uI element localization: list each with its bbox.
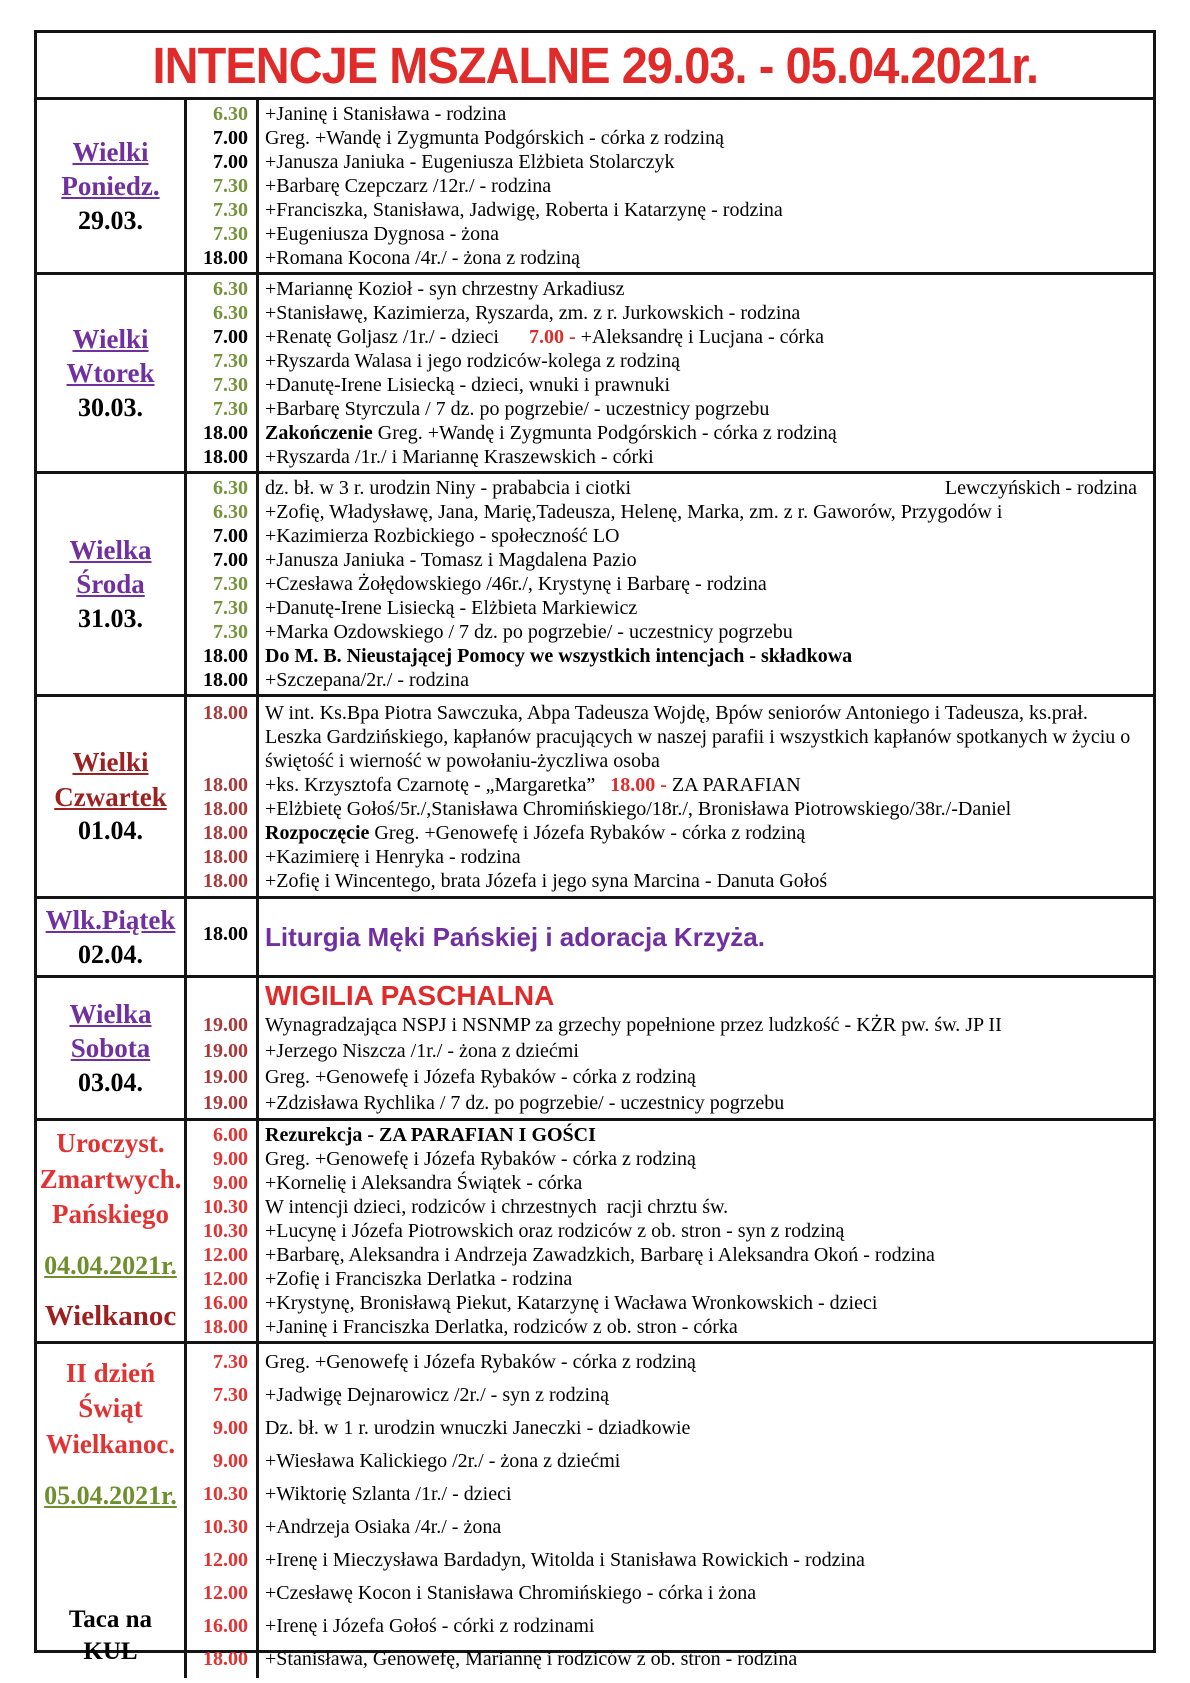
- day-label: Wlk.Piątek: [45, 905, 176, 935]
- intention-segment: +Marka Ozdowskiego / 7 dz. po pogrzebie/ - uczestnicy pogrzebu: [265, 621, 793, 643]
- intention-segment: +Krystynę, Bronisławą Piekut, Katarzynę i Wacława Wronkowskich - dzieci: [265, 1291, 878, 1314]
- mass-time: 18.00: [203, 869, 248, 892]
- mass-entry: [187, 524, 1153, 548]
- mass-entry: [187, 572, 1153, 596]
- day-cell: [37, 275, 187, 471]
- intention-text: [256, 397, 1153, 421]
- intention-segment: 18.00 -: [610, 773, 672, 796]
- mass-time: 9.00: [213, 1449, 248, 1472]
- intention-text: [256, 500, 1153, 524]
- page-title: INTENCJE MSZALNE 29.03. - 05.04.2021r.: [152, 36, 1038, 94]
- day-label: Taca na KUL: [68, 1605, 153, 1665]
- day-cell: [37, 978, 187, 1118]
- intention-text: [256, 980, 1153, 1012]
- day-label: 30.03.: [78, 392, 143, 422]
- intention-segment: +Barbarę Czepczarz /12r./ - rodzina: [265, 175, 552, 197]
- intention-segment: +Mariannę Kozioł - syn chrzestny Arkadiusz: [265, 278, 625, 300]
- mass-time: 7.30: [213, 175, 248, 197]
- mass-entry: [187, 644, 1153, 668]
- intention-segment: +Irenę i Józefa Gołoś - córki z rodzinami: [265, 1614, 595, 1637]
- intention-segment: Greg. +Wandę i Zygmunta Podgórskich - córka z rodziną: [377, 422, 837, 444]
- intention-segment: +Barbarę Styrczula / 7 dz. po pogrzebie/ - uczestnicy pogrzebu: [265, 398, 770, 420]
- intention-text: [256, 1171, 1153, 1195]
- intention-text: [256, 821, 1153, 845]
- intention-segment: 7.00 -: [528, 326, 581, 348]
- intention-segment: +Wiesława Kalickiego /2r./ - żona z dziećmi: [265, 1449, 621, 1472]
- mass-time: 12.00: [203, 1581, 248, 1604]
- intention-text: [256, 797, 1153, 821]
- intention-segment: WIGILIA PASCHALNA: [265, 979, 555, 1011]
- intention-segment: ZA PARAFIAN: [671, 773, 801, 796]
- intention-segment: +Danutę-Irene Lisiecką - dzieci, wnuki i prawnuki: [265, 374, 671, 396]
- mass-entry: [187, 1195, 1153, 1219]
- intention-text: [256, 845, 1153, 869]
- intention-segment: +Andrzeja Osiaka /4r./ - żona: [265, 1515, 502, 1538]
- intention-segment: +Elżbietę Gołoś/5r./,Stanisława Chromińskiego/18r./, Bronisława Piotrowskiego/38r./-Daniel: [265, 797, 1012, 820]
- intention-text: [256, 1147, 1153, 1171]
- intention-segment: +Zofię i Franciszka Derlatka - rodzina: [265, 1267, 573, 1290]
- mass-entry: [187, 1291, 1153, 1315]
- mass-entry: [187, 620, 1153, 644]
- intention-text: [256, 1379, 1153, 1412]
- mass-entry: [187, 821, 1153, 845]
- intention-text: [256, 524, 1153, 548]
- intention-segment: Greg. +Wandę i Zygmunta Podgórskich - córka z rodziną: [265, 127, 724, 149]
- mass-time: 18.00: [203, 773, 248, 796]
- intentions-cell: [187, 1121, 1153, 1341]
- intention-segment: W int. Ks.Bpa Piotra Sawczuka, Abpa Tadeusza Wojdę, Bpów seniorów Antoniego i Tadeusza, ks.prał. Leszka Gardzińskiego, kapłanów pracujących w naszej parafii i wszystkich kapłanów spotkanych w życiu o świętość i wierność w powołaniu-życzliwa osoba: [265, 701, 1136, 772]
- mass-entry: [187, 701, 1153, 773]
- mass-entry: [187, 1243, 1153, 1267]
- mass-entry: [187, 1012, 1153, 1038]
- intention-segment: Zakończenie: [265, 422, 378, 444]
- mass-time: 18.00: [203, 797, 248, 820]
- mass-time: 18.00: [203, 669, 248, 691]
- day-label: 29.03.: [78, 205, 143, 235]
- intention-segment: W intencji dzieci, rodziców i chrzestnych racji chrztu św.: [265, 1195, 729, 1218]
- intentions-cell: [187, 978, 1153, 1118]
- mass-entry: [187, 421, 1153, 445]
- intention-segment: +Stanisławę, Kazimierza, Ryszarda, zm. z r. Jurkowskich - rodzina: [265, 302, 801, 324]
- mass-time: 19.00: [203, 1039, 248, 1062]
- intention-segment: Rozpoczęcie: [265, 821, 375, 844]
- mass-entry: [187, 301, 1153, 325]
- mass-time: 18.00: [203, 821, 248, 844]
- mass-time: 9.00: [213, 1171, 248, 1194]
- day-label: 03.04.: [78, 1067, 143, 1097]
- mass-entry: [187, 246, 1153, 270]
- intention-text: [256, 1267, 1153, 1291]
- mass-time: 7.00: [213, 549, 248, 571]
- intention-segment: +Kazimierza Rozbickiego - społeczność LO: [265, 525, 620, 547]
- mass-time: 7.00: [213, 326, 248, 348]
- schedule-rows: [37, 100, 1153, 1678]
- intention-text: [256, 1090, 1153, 1116]
- day-cell: [37, 100, 187, 272]
- mass-time: 12.00: [203, 1243, 248, 1266]
- schedule-row: [37, 275, 1153, 474]
- mass-entry: [187, 150, 1153, 174]
- intention-text: [256, 668, 1153, 692]
- intention-segment: +Kornelię i Aleksandra Świątek - córka: [265, 1171, 583, 1194]
- mass-entry: [187, 397, 1153, 421]
- day-label: Wielkanoc.: [45, 1429, 176, 1460]
- day-cell: [37, 1344, 187, 1678]
- intention-segment: +Ryszarda Walasa i jego rodziców-kolega z rodziną: [265, 350, 680, 372]
- day-label: Wielka: [69, 534, 152, 565]
- intention-segment: Liturgia Męki Pańskiej i adoracja Krzyża.: [265, 921, 765, 952]
- intention-text: [256, 572, 1153, 596]
- schedule-row: [37, 1344, 1153, 1678]
- mass-time: 19.00: [203, 1091, 248, 1114]
- intention-text: [256, 476, 1153, 500]
- intention-segment: Wynagradzająca NSPJ i NSNMP za grzechy popełnione przez ludzkość - KŻR pw. św. JP II: [265, 1013, 1002, 1036]
- intention-segment: +Wiktorię Szlanta /1r./ - dzieci: [265, 1482, 512, 1505]
- mass-time: 10.30: [203, 1195, 248, 1218]
- intention-text: [256, 102, 1153, 126]
- intention-text: [256, 325, 1153, 349]
- schedule-row: [37, 899, 1153, 978]
- schedule-row: [37, 100, 1153, 275]
- intention-segment: +Kazimierę i Henryka - rodzina: [265, 845, 521, 868]
- intention-segment: Greg. +Genowefę i Józefa Rybaków - córka z rodziną: [265, 1147, 696, 1170]
- mass-time: 10.30: [203, 1219, 248, 1242]
- intention-text: [256, 246, 1153, 270]
- mass-time: 9.00: [213, 1416, 248, 1439]
- mass-time: 10.30: [203, 1515, 248, 1538]
- mass-entry: [187, 980, 1153, 1012]
- intention-text: [256, 421, 1153, 445]
- intention-text: [256, 1610, 1153, 1643]
- mass-time: 7.30: [213, 350, 248, 372]
- intention-right-segment: Lewczyńskich - rodzina: [944, 477, 1137, 499]
- intention-segment: +Czesławę Kocon i Stanisława Chromińskiego - córka i żona: [265, 1581, 757, 1604]
- mass-entry: [187, 1577, 1153, 1610]
- schedule-row: [37, 1121, 1153, 1344]
- mass-time: 18.00: [203, 645, 248, 667]
- intention-text: [256, 1412, 1153, 1445]
- mass-entry: [187, 1379, 1153, 1412]
- intention-text: [256, 701, 1153, 773]
- day-label: Wielka: [69, 998, 152, 1029]
- mass-time: 19.00: [203, 1065, 248, 1088]
- mass-time: 16.00: [203, 1614, 248, 1637]
- intention-text: [256, 548, 1153, 572]
- schedule-row: [37, 474, 1153, 697]
- mass-time: 7.30: [213, 573, 248, 595]
- mass-time: 18.00: [203, 422, 248, 444]
- mass-entry: [187, 1147, 1153, 1171]
- day-label: 02.04.: [78, 939, 143, 969]
- mass-entry: [187, 845, 1153, 869]
- intention-segment: dz. bł. w 3 r. urodzin Niny - prababcia i ciotki: [265, 477, 632, 499]
- intention-text: [256, 644, 1153, 668]
- day-label: Czwartek: [54, 781, 167, 812]
- mass-entry: [187, 1445, 1153, 1478]
- mass-time: 18.00: [203, 845, 248, 868]
- mass-time: 7.30: [213, 621, 248, 643]
- mass-entry: [187, 277, 1153, 301]
- intention-text: [256, 1195, 1153, 1219]
- intention-segment: +Irenę i Mieczysława Bardadyn, Witolda i Stanisława Rowickich - rodzina: [265, 1548, 865, 1571]
- mass-entry: [187, 445, 1153, 469]
- mass-entry: [187, 102, 1153, 126]
- day-label: Uroczyst.: [56, 1128, 165, 1159]
- day-label: Wtorek: [66, 358, 155, 389]
- intention-text: [256, 126, 1153, 150]
- intention-text: [256, 222, 1153, 246]
- day-label: Zmartwych.: [39, 1163, 182, 1194]
- intention-segment: Do M. B. Nieustającej Pomocy we wszystkich intencjach - składkowa: [265, 645, 853, 667]
- intentions-cell: [187, 1344, 1153, 1678]
- intention-text: [256, 922, 1153, 952]
- intention-text: [256, 620, 1153, 644]
- mass-entry: [187, 1123, 1153, 1147]
- intention-text: [256, 1012, 1153, 1038]
- intention-text: [256, 349, 1153, 373]
- intention-text: [256, 277, 1153, 301]
- mass-time: 7.00: [213, 127, 248, 149]
- mass-entry: [187, 773, 1153, 797]
- intention-segment: +Zofię i Wincentego, brata Józefa i jego syna Marcina - Danuta Gołoś: [265, 869, 828, 892]
- intention-text: [256, 1577, 1153, 1610]
- intention-segment: +Janinę i Stanisława - rodzina: [265, 103, 507, 125]
- intention-text: [256, 1315, 1153, 1339]
- mass-entry: [187, 174, 1153, 198]
- mass-entry: [187, 1544, 1153, 1577]
- intention-segment: +Romana Kocona /4r./ - żona z rodziną: [265, 247, 581, 269]
- intention-segment: +Aleksandrę i Lucjana - córka: [580, 326, 825, 348]
- intention-segment: +Janusza Janiuka - Tomasz i Magdalena Pazio: [265, 549, 637, 571]
- intention-segment: Greg. +Genowefę i Józefa Rybaków - córka z rodziną: [265, 1065, 696, 1088]
- day-label: Wielki: [72, 136, 149, 167]
- mass-entry: [187, 1346, 1153, 1379]
- mass-time: 12.00: [203, 1548, 248, 1571]
- intention-text: [256, 1478, 1153, 1511]
- schedule-table: [34, 30, 1156, 1670]
- intention-text: [256, 445, 1153, 469]
- mass-time: 7.30: [213, 374, 248, 396]
- intention-text: [256, 301, 1153, 325]
- intention-text: [256, 198, 1153, 222]
- day-cell: [37, 1121, 187, 1341]
- mass-entry: [187, 1478, 1153, 1511]
- intention-segment: +Barbarę, Aleksandra i Andrzeja Zawadzkich, Barbarę i Aleksandra Okoń - rodzina: [265, 1243, 935, 1266]
- day-label: Sobota: [70, 1033, 151, 1064]
- mass-time: 6.30: [213, 501, 248, 523]
- mass-entry: [187, 1315, 1153, 1339]
- day-cell: [37, 697, 187, 896]
- intention-text: [256, 1219, 1153, 1243]
- mass-time: 19.00: [203, 1013, 248, 1036]
- mass-time: 18.00: [203, 922, 248, 945]
- intention-segment: Greg. +Genowefę i Józefa Rybaków - córka z rodziną: [374, 821, 806, 844]
- intention-segment: +Szczepana/2r./ - rodzina: [265, 669, 469, 691]
- intention-text: [256, 150, 1153, 174]
- mass-entry: [187, 869, 1153, 893]
- intentions-cell: [187, 697, 1153, 896]
- mass-time: 7.30: [213, 1350, 248, 1373]
- mass-entry: [187, 222, 1153, 246]
- mass-entry: [187, 1610, 1153, 1643]
- intention-segment: Greg. +Genowefę i Józefa Rybaków - córka z rodziną: [265, 1350, 696, 1373]
- mass-time: 7.30: [213, 1383, 248, 1406]
- intention-segment: +Danutę-Irene Lisiecką - Elżbieta Markiewicz: [265, 597, 638, 619]
- intentions-cell: [187, 474, 1153, 694]
- intention-text: [256, 596, 1153, 620]
- title-row: [37, 33, 1153, 100]
- intention-segment: +Janinę i Franciszka Derlatka, rodziców z ob. stron - córka: [265, 1315, 738, 1338]
- mass-time: 18.00: [203, 701, 248, 724]
- intention-segment: +Janusza Janiuka - Eugeniusza Elżbieta Stolarczyk: [265, 151, 675, 173]
- intention-text: [256, 1123, 1153, 1147]
- mass-entry: [187, 797, 1153, 821]
- day-label: Środa: [76, 569, 145, 600]
- mass-entry: [187, 1171, 1153, 1195]
- intention-segment: +Stanisława, Genowefę, Mariannę i rodziców z ob. stron - rodzina: [265, 1647, 798, 1670]
- day-label: II dzień: [65, 1357, 156, 1388]
- mass-entry: [187, 1412, 1153, 1445]
- intention-text: [256, 1064, 1153, 1090]
- mass-time: 6.30: [213, 477, 248, 499]
- mass-time: 18.00: [203, 247, 248, 269]
- day-label: Świąt: [78, 1393, 143, 1424]
- mass-entry: [187, 1090, 1153, 1116]
- mass-entry: [187, 668, 1153, 692]
- mass-time: 7.00: [213, 525, 248, 547]
- intention-segment: +Franciszka, Stanisława, Jadwigę, Roberta i Katarzynę - rodzina: [265, 199, 783, 221]
- mass-time: 6.30: [213, 278, 248, 300]
- intention-text: [256, 174, 1153, 198]
- day-label: Wielki: [72, 323, 149, 354]
- intention-segment: +Zdzisława Rychlika / 7 dz. po pogrzebie/ - uczestnicy pogrzebu: [265, 1091, 785, 1114]
- mass-time: 10.30: [203, 1482, 248, 1505]
- day-cell: [37, 474, 187, 694]
- mass-time: 7.00: [213, 151, 248, 173]
- mass-time: 6.30: [213, 103, 248, 125]
- mass-time: 7.30: [213, 199, 248, 221]
- intentions-cell: [187, 275, 1153, 471]
- day-label: Poniedz.: [61, 171, 160, 202]
- intention-text: [256, 373, 1153, 397]
- intention-text: [256, 1038, 1153, 1064]
- day-label: Wielkanoc: [44, 1300, 177, 1333]
- day-label: 05.04.2021r.: [44, 1480, 177, 1510]
- intention-text: [256, 869, 1153, 893]
- intention-segment: +Renatę Goljasz /1r./ - dzieci: [265, 326, 529, 348]
- mass-entry: [187, 548, 1153, 572]
- intention-text: [256, 1243, 1153, 1267]
- intention-segment: +Eugeniusza Dygnosa - żona: [265, 223, 499, 245]
- intention-segment: +Zofię, Władysławę, Jana, Marię,Tadeusza, Helenę, Marka, zm. z r. Gaworów, Przygodów i: [265, 501, 1003, 523]
- intention-text: [256, 1643, 1153, 1676]
- mass-entry: [187, 1267, 1153, 1291]
- mass-time: 6.30: [213, 302, 248, 324]
- intention-segment: Rezurekcja - ZA PARAFIAN I GOŚCI: [265, 1123, 596, 1146]
- intention-segment: +Ryszarda /1r./ i Mariannę Kraszewskich - córki: [265, 446, 654, 468]
- mass-time: 12.00: [203, 1267, 248, 1290]
- mass-time: 7.30: [213, 223, 248, 245]
- mass-entry: [187, 349, 1153, 373]
- mass-time: 7.30: [213, 597, 248, 619]
- schedule-row: [37, 978, 1153, 1121]
- intention-text: [256, 1511, 1153, 1544]
- intentions-cell: [187, 899, 1153, 975]
- mass-time: 7.30: [213, 398, 248, 420]
- intention-segment: +Czesława Żołędowskiego /46r./, Krystynę i Barbarę - rodzina: [265, 573, 767, 595]
- intention-segment: +Lucynę i Józefa Piotrowskich oraz rodziców z ob. stron - syn z rodziną: [265, 1219, 845, 1242]
- intentions-cell: [187, 100, 1153, 272]
- mass-time: 18.00: [203, 1315, 248, 1338]
- intention-segment: Dz. bł. w 1 r. urodzin wnuczki Janeczki - dziadkowie: [265, 1416, 691, 1439]
- mass-entry: [187, 922, 1153, 952]
- intention-text: [256, 1346, 1153, 1379]
- mass-entry: [187, 1064, 1153, 1090]
- mass-entry: [187, 500, 1153, 524]
- mass-entry: [187, 198, 1153, 222]
- day-label: Pańskiego: [51, 1199, 170, 1230]
- schedule-row: [37, 697, 1153, 899]
- intention-text: [256, 773, 1153, 797]
- day-label: 01.04.: [78, 816, 143, 846]
- day-cell: [37, 899, 187, 975]
- intention-segment: +ks. Krzysztofa Czarnotę - „Margaretka”: [265, 773, 611, 796]
- mass-entry: [187, 373, 1153, 397]
- mass-entry: [187, 126, 1153, 150]
- day-label: 04.04.2021r.: [44, 1251, 177, 1281]
- mass-time: 18.00: [203, 1647, 248, 1670]
- day-label: Wielki: [72, 747, 149, 778]
- day-label: 31.03.: [78, 603, 143, 633]
- intention-text: [256, 1445, 1153, 1478]
- mass-time: 16.00: [203, 1291, 248, 1314]
- mass-time: 9.00: [213, 1147, 248, 1170]
- mass-entry: [187, 325, 1153, 349]
- mass-time: 6.00: [213, 1123, 248, 1146]
- mass-entry: [187, 1219, 1153, 1243]
- intention-text: [256, 1544, 1153, 1577]
- mass-time: 18.00: [203, 446, 248, 468]
- intention-segment: +Jerzego Niszcza /1r./ - żona z dziećmi: [265, 1039, 579, 1062]
- mass-entry: [187, 1511, 1153, 1544]
- mass-entry: [187, 1643, 1153, 1676]
- intention-text: [256, 1291, 1153, 1315]
- mass-entry: [187, 596, 1153, 620]
- mass-entry: [187, 476, 1153, 500]
- intention-segment: +Jadwigę Dejnarowicz /2r./ - syn z rodziną: [265, 1383, 609, 1406]
- mass-entry: [187, 1038, 1153, 1064]
